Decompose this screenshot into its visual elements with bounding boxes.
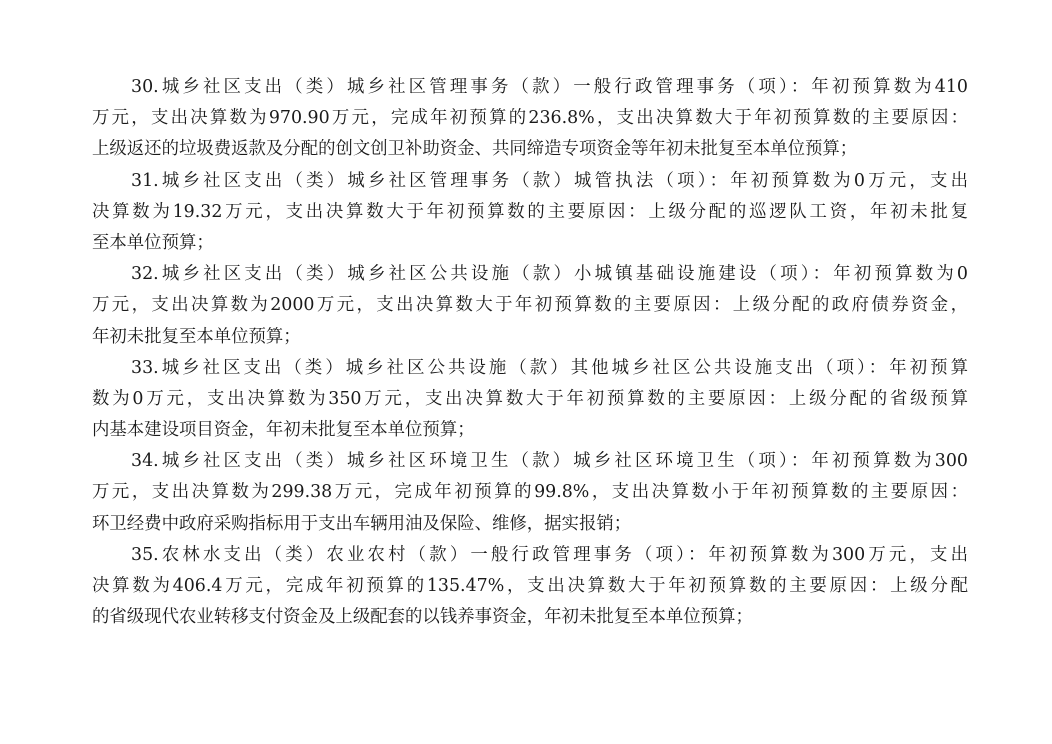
- text-line: 的省级现代农业转移支付资金及上级配套的以钱养事资金，年初未批复至本单位预算；: [92, 607, 753, 628]
- text-line: 万元，支出决算数为2000万元，支出决算数大于年初预算数的主要原因：上级分配的政府债券资金，: [92, 295, 968, 316]
- text-line: 万元，支出决算数为299.38万元，完成年初预算的99.8%，支出决算数小于年初预算数的主要原因：: [92, 482, 968, 503]
- text-line: 33.城乡社区支出（类）城乡社区公共设施（款）其他城乡社区公共设施支出（项）：年初预算: [131, 357, 968, 378]
- paragraph-31: [92, 166, 968, 260]
- text-line: 决算数为406.4万元，完成年初预算的135.47%，支出决算数大于年初预算数的主要原因：上级分配: [92, 576, 968, 596]
- paragraph-34: [92, 446, 968, 540]
- text-line: 环卫经费中政府采购指标用于支出车辆用油及保险、维修，据实报销；: [92, 513, 632, 534]
- paragraph-33: [92, 353, 968, 447]
- text-line: 决算数为19.32万元，支出决算数大于年初预算数的主要原因：上级分配的巡逻队工资，年初未批复: [92, 201, 968, 222]
- text-line: 内基本建设项目资金，年初未批复至本单位预算；: [92, 420, 475, 441]
- paragraph-32: [92, 259, 968, 353]
- text-line: 32.城乡社区支出（类）城乡社区公共设施（款）小城镇基础设施建设（项）：年初预算数为0: [131, 264, 968, 285]
- text-line: 30.城乡社区支出（类）城乡社区管理事务（款）一般行政管理事务（项）：年初预算数为410: [131, 77, 968, 97]
- text-line: 31.城乡社区支出（类）城乡社区管理事务（款）城管执法（项）：年初预算数为0万元，支出: [131, 170, 968, 191]
- text-line: 数为0万元，支出决算数为350万元，支出决算数大于年初预算数的主要原因：上级分配的省级预算: [92, 388, 968, 409]
- text-line: 至本单位预算；: [92, 232, 214, 253]
- text-line: 35.农林水支出（类）农业农村（款）一般行政管理事务（项）：年初预算数为300万元，支出: [131, 544, 968, 565]
- document-body: [92, 72, 968, 633]
- text-line: 上级返还的垃圾费返款及分配的创文创卫补助资金、共同缔造专项资金等年初未批复至本单位预算；: [92, 139, 858, 160]
- text-line: 万元，支出决算数为970.90万元，完成年初预算的236.8%，支出决算数大于年初预算数的主要原因：: [92, 108, 968, 129]
- paragraph-35: [92, 540, 968, 634]
- text-line: 年初未批复至本单位预算；: [92, 326, 301, 347]
- text-line: 34.城乡社区支出（类）城乡社区环境卫生（款）城乡社区环境卫生（项）：年初预算数为300: [131, 451, 968, 472]
- paragraph-30: [92, 72, 968, 166]
